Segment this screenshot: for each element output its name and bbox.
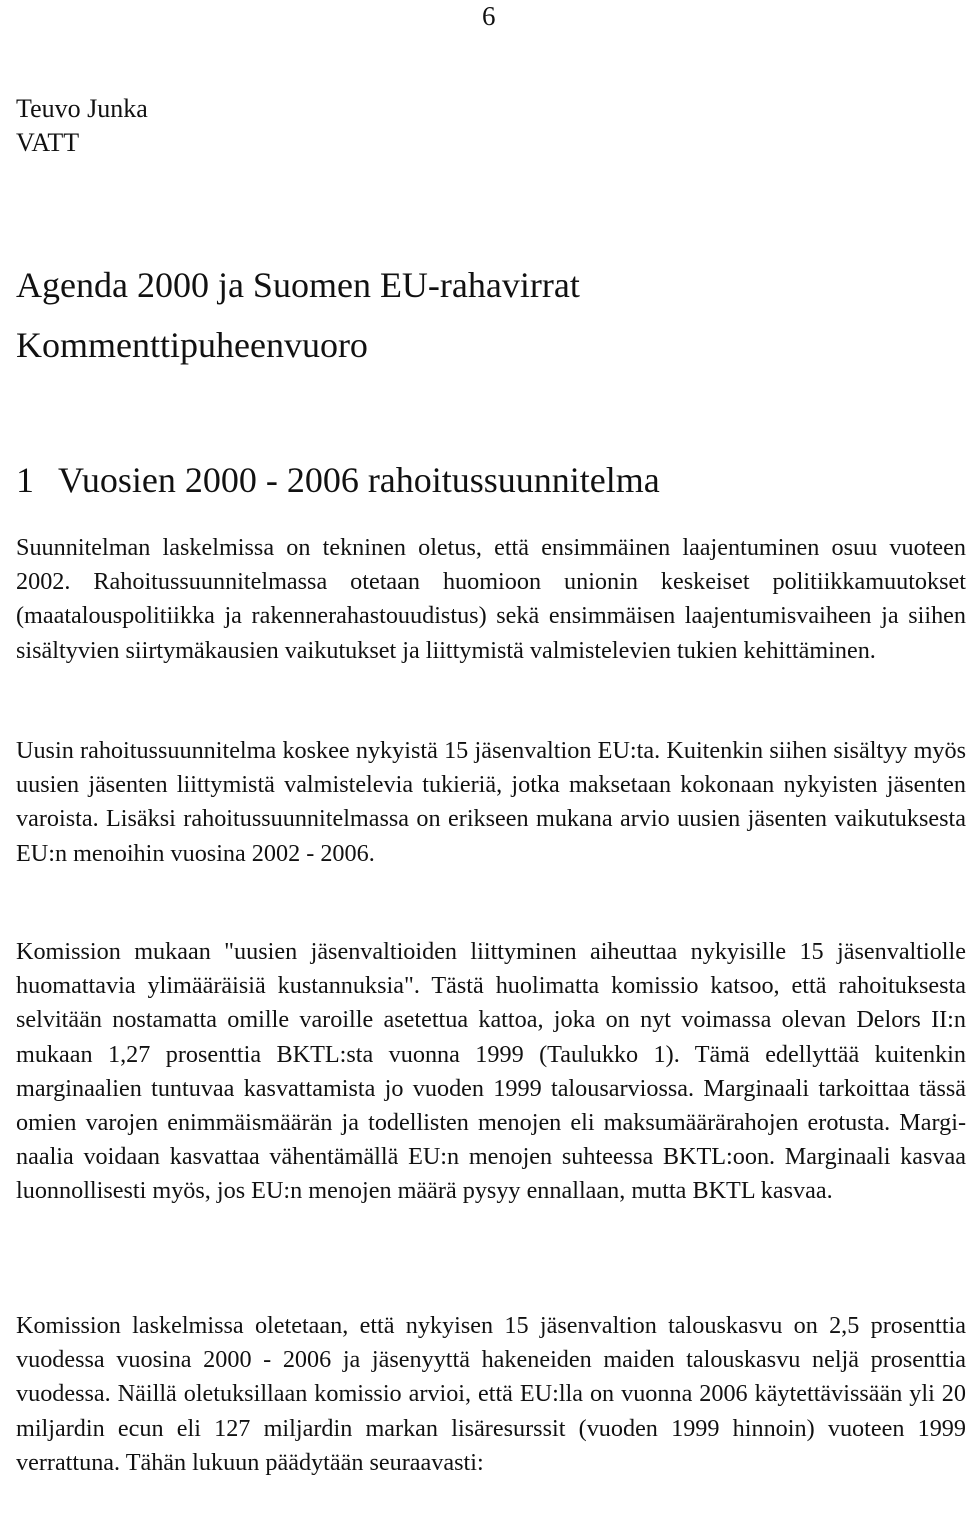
- section-number: 1: [16, 460, 34, 500]
- author-affiliation: VATT: [16, 128, 80, 157]
- paragraph-4: Komission laskelmissa oletetaan, että nykyisen 15 jäsenvaltion talouskasvu on 2,5 prosenttia vuodessa vuosina 2000 - 2006 ja jäsenyyttä hakeneiden maiden talouskasvu neljä prosenttia vuodessa. Näillä oletuksillaan komissio arvioi, että EU:lla on vuonna 2006 käytettävissään yli 20 miljardin ecun eli 127 miljardin markan lisäresurssit (vuoden 1999 hinnoin) vuoteen 1999 verrattuna. Tähän lukuun päädytään seuraavasti:: [16, 1312, 966, 1476]
- author-name: Teuvo Junka: [16, 94, 148, 123]
- title-line-1: Agenda 2000 ja Suomen EU-rahavirrat: [16, 265, 580, 305]
- paragraph-1: Suunnitelman laskelmissa on tekninen oletus, että ensimmäinen laajentuminen osuu vuoteen 2002. Rahoitussuunnitelmassa otetaan huomioon unionin keskeiset politiikkamuutokset (maatalouspolitiikka ja rakennerahastouudistus) sekä ensimmäisen laajentumisvaiheen ja siihen sisältyvien siirtymäkausien vaikutukset ja liittymistä valmistelevien tukien kehittäminen.: [16, 534, 966, 664]
- section-title: Vuosien 2000 - 2006 rahoitussuunnitelma: [58, 460, 660, 500]
- document-title: [16, 255, 580, 375]
- page-number: 6: [482, 1, 496, 31]
- title-line-2: Kommenttipuheenvuoro: [16, 325, 368, 365]
- section-heading: [16, 455, 660, 505]
- paragraph-2: Uusin rahoitussuunnitelma koskee nykyistä 15 jäsenvaltion EU:ta. Kuitenkin siihen sisältyy myös uusien jäsenten liittymistä valmistelevia tukieriä, jotka maksetaan kokonaan nykyisten jäsenten varoista. Lisäksi rahoitussuunnitelmassa on erikseen mukana arvio uusien jäsenten vaikutuksesta EU:n menoihin vuosina 2002 - 2006.: [16, 737, 966, 867]
- paragraph-3: Komission mukaan "uusien jäsenvaltioiden liittyminen aiheuttaa nykyisille 15 jäsenvaltiolle huomattavia ylimääräisiä kustannuksia". Tästä huolimatta komissio katsoo, että rahoituksesta selvitään nostamatta omille varoille asetettua kattoa, joka on nyt voimassa olevan Delors II:n mukaan 1,27 prosenttia BKTL:sta vuonna 1999 (Taulukko 1). Tämä edellyttää kuitenkin marginaalien tuntuvaa kasvattamista jo vuoden 1999 talousarviossa. Marginaali tarkoittaa tässä omien varojen enimmäismäärän ja todellisten menojen eli maksumäärärahojen erotusta. Marginaalia voidaan kasvattaa vähentämällä EU:n menojen suhteessa BKTL:oon. Marginaali kasvaa luonnollisesti myös, jos EU:n menojen määrä pysyy ennallaan, mutta BKTL kasvaa.: [16, 938, 966, 1205]
- author-block: [16, 92, 148, 160]
